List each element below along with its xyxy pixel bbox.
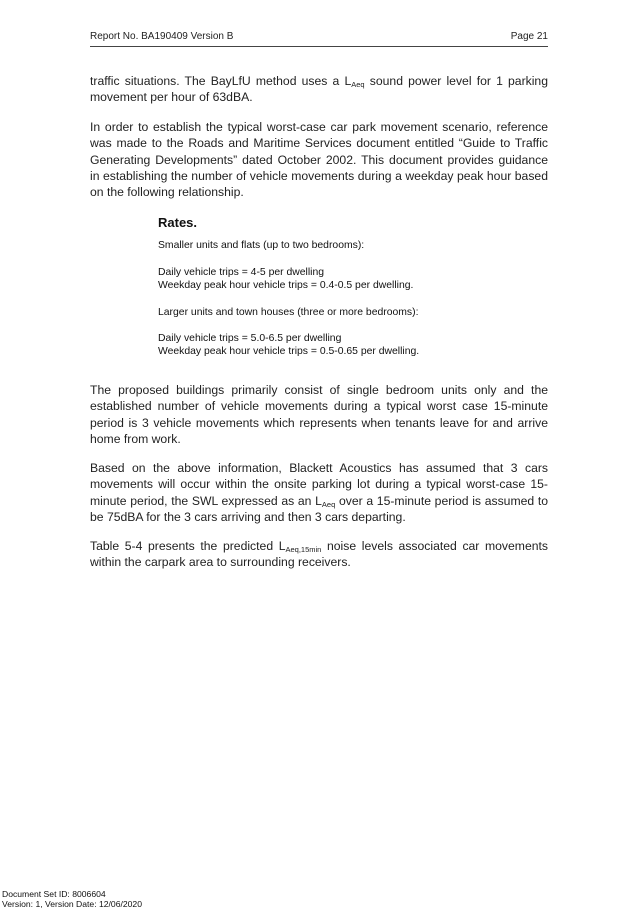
rates-large-heading: Larger units and town houses (three or more bedrooms): [158, 307, 419, 318]
para4-subscript: Aeq [321, 499, 336, 509]
para4-text-b: over a 15-minute period is assumed to be 75dBA for the 3 cars arriving and then 3 cars departing. [90, 493, 548, 524]
rates-large-peak: Weekday peak hour vehicle trips = 0.5-0.65 per dwelling. [158, 346, 420, 357]
page-number: Page 21 [510, 31, 548, 42]
footer-document-set-id: Document Set ID: 8006604 [2, 889, 106, 899]
rates-title: Rates. [158, 215, 198, 230]
para5-subscript: Aeq,15min [285, 545, 322, 554]
page-header [90, 30, 548, 47]
para4-text-a: Based on the above information, Blackett Acoustics has assumed that 3 cars movements will occur within the onsite parking lot during a typical worst-case 15-minute period, the SWL expressed as an L [90, 461, 548, 508]
para1-text-b: sound power level for 1 parking movement per hour of 63dBA. [90, 74, 548, 105]
rates-small-peak: Weekday peak hour vehicle trips = 0.4-0.5 per dwelling. [158, 280, 414, 291]
paragraph-proposed-buildings: The proposed buildings primarily consist of single bedroom units only and the established number of vehicle movements during a typical worst case 15-minute period is 3 vehicle movements which represents when tenants leave for and arrive home from work. [90, 383, 548, 446]
para5-text-b: noise levels associated car movements within the carpark area to surrounding receivers. [90, 539, 548, 570]
report-number: Report No. BA190409 Version B [90, 31, 234, 42]
paragraph-guide-reference: In order to establish the typical worst-case car park movement scenario, reference was made to the Roads and Maritime Services document entitled “Guide to Traffic Generating Developments” dated October 2002. This document provides guidance in establishing the number of vehicle movements during a weekday peak hour based on the following relationship. [90, 120, 548, 200]
rates-large-daily: Daily vehicle trips = 5.0-6.5 per dwelling [158, 333, 342, 344]
para5-text-a: Table 5-4 presents the predicted L [90, 539, 286, 553]
paragraph-table-reference [90, 538, 548, 571]
paragraph-baylfu-method [90, 73, 548, 106]
rates-small-daily: Daily vehicle trips = 4-5 per dwelling [158, 267, 325, 278]
rates-small-heading: Smaller units and flats (up to two bedrooms): [158, 240, 365, 251]
para1-subscript: Aeq [351, 80, 365, 89]
para1-text-a: traffic situations. The BayLfU method uses a L [90, 74, 352, 88]
paragraph-assumptions [90, 460, 548, 525]
footer-version: Version: 1, Version Date: 12/06/2020 [2, 899, 142, 909]
